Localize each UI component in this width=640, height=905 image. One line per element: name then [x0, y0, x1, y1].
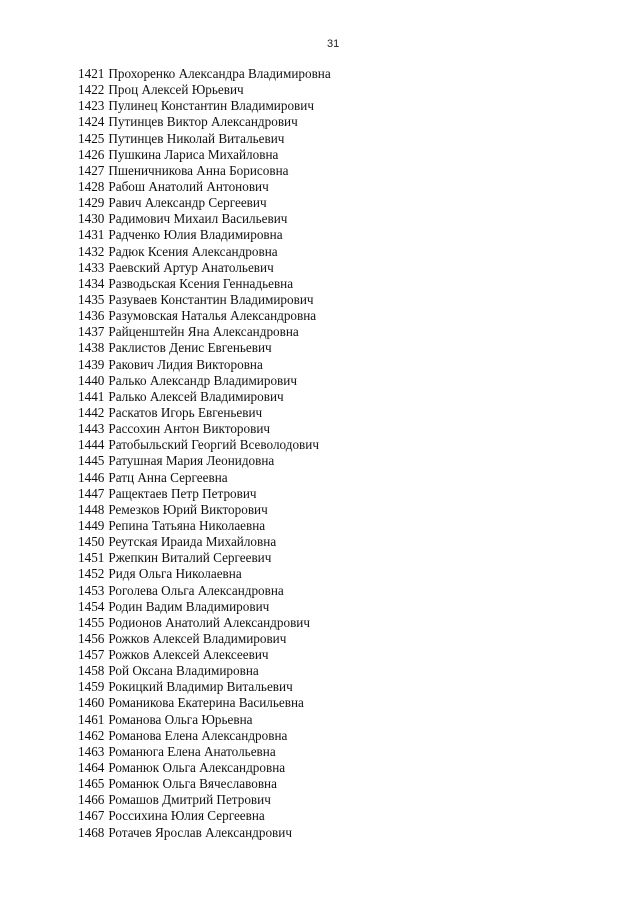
list-item [78, 534, 331, 550]
list-item [78, 276, 331, 292]
list-item [78, 631, 331, 647]
entry-number: 1424 [78, 114, 105, 130]
list-item [78, 486, 331, 502]
entry-number: 1454 [78, 598, 105, 614]
entry-number: 1444 [78, 437, 105, 453]
list-item [78, 66, 331, 82]
list-item [78, 357, 331, 373]
entry-full-name: Разумовская Наталья Александровна [108, 308, 317, 324]
list-item [78, 373, 331, 389]
entry-number: 1434 [78, 275, 105, 291]
entry-number: 1455 [78, 614, 105, 630]
entry-full-name: Радченко Юлия Владимировна [108, 227, 283, 243]
entry-number: 1464 [78, 760, 105, 776]
entry-number: 1465 [78, 776, 105, 792]
list-item [78, 728, 331, 744]
list-item [78, 792, 331, 808]
entry-full-name: Пушкина Лариса Михайловна [108, 146, 279, 162]
entry-full-name: Прохоренко Александра Владимировна [108, 66, 331, 81]
entry-number: 1433 [78, 259, 105, 275]
list-item [78, 131, 331, 147]
entry-number: 1461 [78, 711, 105, 727]
entry-full-name: Проц Алексей Юрьевич [108, 82, 244, 98]
entry-number: 1460 [78, 695, 105, 711]
entry-number: 1430 [78, 211, 105, 227]
entry-full-name: Ракович Лидия Викторовна [108, 356, 263, 372]
entry-number: 1457 [78, 647, 105, 663]
entry-full-name: Родин Вадим Владимирович [108, 598, 270, 614]
list-item [78, 389, 331, 405]
entry-full-name: Раскатов Игорь Евгеньевич [108, 404, 263, 420]
entry-full-name: Ралько Алексей Владимирович [108, 388, 284, 404]
entry-full-name: Рокицкий Владимир Витальевич [108, 679, 293, 695]
entry-full-name: Родионов Анатолий Александрович [108, 614, 310, 630]
list-item [78, 808, 331, 824]
list-item [78, 566, 331, 582]
entry-full-name: Ращектаев Петр Петрович [108, 485, 257, 501]
list-item [78, 211, 331, 227]
entry-full-name: Путинцев Виктор Александрович [108, 114, 298, 130]
list-item [78, 98, 331, 114]
entry-number: 1432 [78, 243, 105, 259]
list-item [78, 663, 331, 679]
entry-full-name: Радюк Ксения Александровна [108, 243, 278, 259]
entry-number: 1467 [78, 808, 105, 824]
entry-full-name: Радимович Михаил Васильевич [108, 211, 288, 227]
list-item [78, 518, 331, 534]
entry-number: 1451 [78, 550, 105, 566]
entry-number: 1445 [78, 453, 105, 469]
entry-full-name: Ридя Ольга Николаевна [108, 566, 242, 582]
entry-number: 1466 [78, 792, 105, 808]
list-item [78, 679, 331, 695]
entry-full-name: Ротачев Ярослав Александрович [108, 824, 292, 840]
entry-full-name: Разуваев Константин Владимирович [108, 291, 314, 307]
list-item [78, 550, 331, 566]
entry-number: 1439 [78, 356, 105, 372]
list-item [78, 437, 331, 453]
entry-full-name: Ратушная Мария Леонидовна [108, 453, 275, 469]
entry-number: 1447 [78, 485, 105, 501]
list-item [78, 179, 331, 195]
entry-number: 1438 [78, 340, 105, 356]
list-item [78, 244, 331, 260]
entry-full-name: Рабош Анатолий Антонович [108, 178, 269, 194]
entry-number: 1449 [78, 517, 105, 533]
list-item [78, 695, 331, 711]
entry-full-name: Путинцев Николай Витальевич [108, 130, 285, 146]
entry-full-name: Рой Оксана Владимировна [108, 663, 259, 679]
entry-number: 1425 [78, 130, 105, 146]
entry-full-name: Пулинец Константин Владимирович [108, 98, 314, 114]
list-item [78, 195, 331, 211]
entry-full-name: Рожков Алексей Владимирович [108, 630, 287, 646]
entry-full-name: Реутская Ираида Михайловна [108, 534, 277, 550]
entry-number: 1437 [78, 324, 105, 340]
entry-full-name: Репина Татьяна Николаевна [108, 517, 266, 533]
list-item [78, 405, 331, 421]
list-item [78, 599, 331, 615]
entry-full-name: Романикова Екатерина Васильевна [108, 695, 304, 711]
entry-number: 1448 [78, 501, 105, 517]
list-item [78, 82, 331, 98]
entry-number: 1422 [78, 82, 105, 98]
entry-full-name: Раевский Артур Анатольевич [108, 259, 274, 275]
entry-number: 1442 [78, 404, 105, 420]
entry-full-name: Райценштейн Яна Александровна [108, 324, 299, 340]
entry-number: 1440 [78, 372, 105, 388]
entry-number: 1436 [78, 308, 105, 324]
page-number: 31 [327, 38, 340, 50]
list-item [78, 308, 331, 324]
entry-number: 1428 [78, 178, 105, 194]
entry-full-name: Россихина Юлия Сергеевна [108, 808, 265, 824]
list-item [78, 615, 331, 631]
list-item [78, 744, 331, 760]
list-item [78, 825, 331, 841]
entry-full-name: Романюк Ольга Вячеславовна [108, 776, 277, 792]
entry-full-name: Разводьская Ксения Геннадьевна [108, 275, 294, 291]
list-item [78, 260, 331, 276]
entry-full-name: Ратц Анна Сергеевна [108, 469, 228, 485]
entry-number: 1450 [78, 534, 105, 550]
entry-number: 1458 [78, 663, 105, 679]
entry-full-name: Рассохин Антон Викторович [108, 421, 271, 437]
list-item [78, 583, 331, 599]
entry-full-name: Ремезков Юрий Викторович [108, 501, 268, 517]
list-item [78, 776, 331, 792]
entry-full-name: Пшеничникова Анна Борисовна [108, 162, 289, 178]
list-item [78, 421, 331, 437]
list-item [78, 227, 331, 243]
list-item [78, 114, 331, 130]
entry-number: 1459 [78, 679, 105, 695]
list-item [78, 163, 331, 179]
entry-number: 1443 [78, 421, 105, 437]
entry-full-name: Раклистов Денис Евгеньевич [108, 340, 272, 356]
entry-full-name: Ромашов Дмитрий Петрович [108, 792, 271, 808]
entry-number: 1427 [78, 162, 105, 178]
list-item [78, 147, 331, 163]
list-item [78, 647, 331, 663]
list-item [78, 453, 331, 469]
list-item [78, 712, 331, 728]
entry-full-name: Романова Елена Александровна [108, 727, 288, 743]
entry-number: 1423 [78, 98, 105, 114]
list-item [78, 502, 331, 518]
entry-number: 1462 [78, 727, 105, 743]
entry-full-name: Ржепкин Виталий Сергеевич [108, 550, 272, 566]
list-item [78, 324, 331, 340]
list-item [78, 470, 331, 486]
entry-number: 1456 [78, 630, 105, 646]
entry-full-name: Ралько Александр Владимирович [108, 372, 297, 388]
entry-number: 1426 [78, 146, 105, 162]
entry-number: 1431 [78, 227, 105, 243]
entry-number: 1468 [78, 824, 105, 840]
entry-number: 1452 [78, 566, 105, 582]
entry-full-name: Романюга Елена Анатольевна [108, 743, 276, 759]
entry-full-name: Романова Ольга Юрьевна [108, 711, 253, 727]
entry-full-name: Роголева Ольга Александровна [108, 582, 284, 598]
entry-number: 1446 [78, 469, 105, 485]
entry-number: 1453 [78, 582, 105, 598]
entry-full-name: Ратобыльский Георгий Всеволодович [108, 437, 319, 453]
entry-number: 1435 [78, 291, 105, 307]
entry-number: 1441 [78, 388, 105, 404]
name-list [78, 66, 331, 841]
list-item [78, 340, 331, 356]
list-item [78, 292, 331, 308]
entry-full-name: Рожков Алексей Алексеевич [108, 647, 269, 663]
list-item [78, 760, 331, 776]
entry-full-name: Романюк Ольга Александровна [108, 760, 286, 776]
entry-number: 1463 [78, 743, 105, 759]
entry-number: 1429 [78, 195, 105, 211]
entry-number: 1421 [78, 66, 105, 81]
entry-full-name: Равич Александр Сергеевич [108, 195, 267, 211]
